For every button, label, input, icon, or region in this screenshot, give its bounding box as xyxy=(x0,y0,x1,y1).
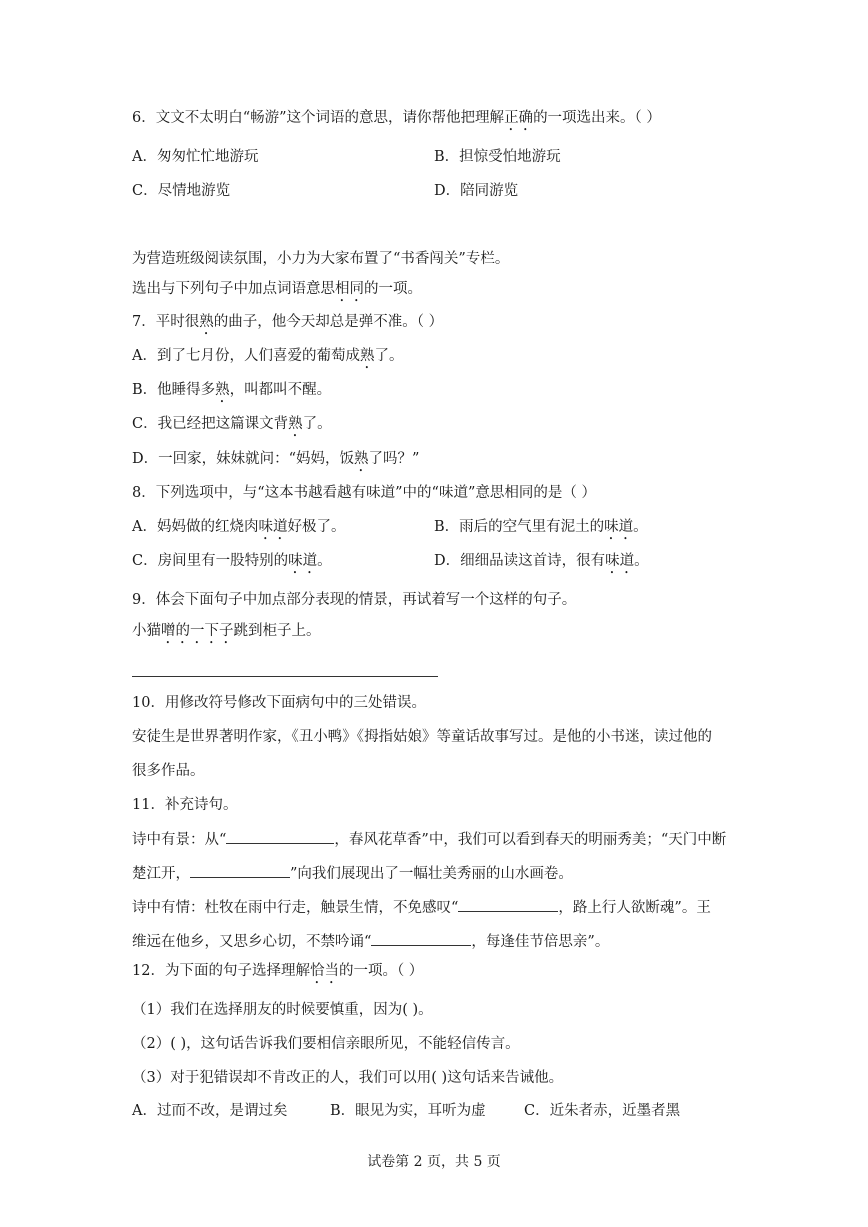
q6-option-a: A．匆匆忙忙地游玩 xyxy=(132,149,259,165)
q12-option-a: A．过而不改，是谓过矣 xyxy=(132,1103,288,1119)
q11-l3-a: 诗中有情：杜牧在雨中行走，触景生情，不免感叹“ xyxy=(132,900,459,916)
q8-option-a xyxy=(132,517,345,543)
q8-option-b xyxy=(434,517,648,543)
q11-blank-2[interactable] xyxy=(190,863,290,878)
q12-sentence-2: （2）( )，这句话告诉我们要相信亲眼所见，不能轻信传言。 xyxy=(132,1036,520,1052)
question-7-stem xyxy=(132,312,443,338)
q12-sentence-3: （3）对于犯错误却不肯改正的人，我们可以用( )这句话来告诫他。 xyxy=(132,1070,564,1086)
q7-option-a xyxy=(132,346,403,372)
q12-option-c: C．近朱者赤，近墨者黑 xyxy=(524,1103,681,1119)
q8-option-d xyxy=(434,551,649,577)
q7-a-text: A．到了七月份，人们喜爱的葡萄成 xyxy=(132,348,360,364)
q7-a-end: 了。 xyxy=(374,348,404,364)
q7-stem-b: 的曲子，他今天却总是弹不准。（ ） xyxy=(213,314,444,330)
q6-option-b: B．担惊受怕地游玩 xyxy=(434,149,561,165)
intro-text-b: 的一项。 xyxy=(364,281,422,297)
q11-line-4 xyxy=(132,931,609,952)
q11-blank-4[interactable] xyxy=(371,931,471,946)
q12-stem-a: 12．为下面的句子选择理解 xyxy=(132,963,310,979)
q7-c-text: C．我已经把这篇课文背 xyxy=(132,416,289,432)
q7-d-text: D．一回家，妹妹就问：“妈妈，饭 xyxy=(132,451,355,467)
q11-line-1 xyxy=(132,829,726,850)
intro-emphasis: 相同 xyxy=(335,281,364,297)
q10-sentence-line-1: 安徒生是世界著明作家，《丑小鸭》《拇指姑娘》等童话故事写过。是他的小书迷，读过他的 xyxy=(132,729,712,745)
q8-b-end: 。 xyxy=(633,519,648,535)
section-intro-line-1: 为营造班级阅读氛围，小力为大家布置了“书香闯关”专栏。 xyxy=(132,251,510,267)
q8-c-emphasis: 味道 xyxy=(288,553,318,569)
section-intro-line-2 xyxy=(132,279,422,305)
q8-b-emphasis: 味道 xyxy=(604,519,634,535)
q9-sentence-b: 跳到柜子上。 xyxy=(233,623,321,639)
q8-c-end: 。 xyxy=(317,553,332,569)
q12-emphasis: 恰当 xyxy=(309,963,339,979)
q11-line-2 xyxy=(132,863,573,884)
question-6-stem xyxy=(132,108,661,134)
page-footer: 试卷第 2 页，共 5 页 xyxy=(367,1154,501,1170)
question-9-stem: 9．体会下面句子中加点部分表现的情景，再试着写一个这样的句子。 xyxy=(132,592,577,608)
q11-l1-a: 诗中有景：从“ xyxy=(132,832,227,848)
q11-blank-3[interactable] xyxy=(458,897,558,912)
q7-option-b xyxy=(132,380,331,406)
q8-c-text: C．房间里有一股特别的 xyxy=(132,553,289,569)
q11-l2-a: 楚江开， xyxy=(132,866,190,882)
q8-d-end: 。 xyxy=(634,553,649,569)
q7-b-end: ，叫都叫不醒。 xyxy=(229,382,332,398)
q8-d-text: D．细细品读这首诗，很有 xyxy=(434,553,606,569)
q11-l2-b: ”向我们展现出了一幅壮美秀丽的山水画卷。 xyxy=(290,866,573,882)
intro-text-a: 选出与下列句子中加点词语意思 xyxy=(132,281,335,297)
q9-emphasis: 噌的一下子 xyxy=(161,623,234,639)
q7-b-text: B．他睡得多 xyxy=(132,382,216,398)
q11-blank-1[interactable] xyxy=(226,829,334,844)
q7-d-emphasis: 熟 xyxy=(354,451,369,467)
question-8-stem: 8．下列选项中，与“这本书越看越有味道”中的“味道”意思相同的是（ ） xyxy=(132,485,596,501)
q8-b-text: B．雨后的空气里有泥土的 xyxy=(434,519,605,535)
q9-sentence xyxy=(132,621,321,647)
q6-stem-end: 的一项选出来。（ ） xyxy=(533,110,661,126)
q6-emphasis: 正确 xyxy=(504,110,534,126)
q7-c-end: 了。 xyxy=(302,416,332,432)
q9-sentence-a: 小猫 xyxy=(132,623,161,639)
q11-l3-b: ，路上行人欲断魂”。王 xyxy=(558,900,711,916)
q12-stem-b: 的一项。（ ） xyxy=(338,963,424,979)
q8-option-c xyxy=(132,551,332,577)
q8-a-text: A．妈妈做的红烧肉 xyxy=(132,519,259,535)
q6-option-c: C．尽情地游览 xyxy=(132,183,231,199)
q11-line-3 xyxy=(132,897,711,918)
q8-a-end: 好极了。 xyxy=(287,519,346,535)
q9-answer-line[interactable] xyxy=(132,676,438,677)
question-10-stem: 10．用修改符号修改下面病句中的三处错误。 xyxy=(132,695,426,711)
q6-option-d: D．陪同游览 xyxy=(434,183,519,199)
q7-c-emphasis: 熟 xyxy=(288,416,303,432)
q12-option-b: B．眼见为实，耳听为虚 xyxy=(330,1103,486,1119)
q7-b-emphasis: 熟 xyxy=(215,382,230,398)
q7-option-c xyxy=(132,414,332,440)
q11-l4-b: ，每逢佳节倍思亲”。 xyxy=(471,934,610,950)
q8-a-emphasis: 味道 xyxy=(258,519,288,535)
q7-option-d xyxy=(132,449,419,475)
q7-a-emphasis: 熟 xyxy=(359,348,375,364)
q12-sentence-1: （1）我们在选择朋友的时候要慎重，因为( )。 xyxy=(132,1002,433,1018)
q10-sentence-line-2: 很多作品。 xyxy=(132,763,205,779)
q6-stem-text: 6．文文不太明白“畅游”这个词语的意思，请你帮他把理解 xyxy=(132,110,505,126)
q7-stem-a: 7．平时很 xyxy=(132,314,200,330)
question-12-stem xyxy=(132,961,423,987)
question-11-stem: 11．补充诗句。 xyxy=(132,797,238,813)
q11-l4-a: 维远在他乡，又思乡心切，不禁吟诵“ xyxy=(132,934,372,950)
q7-emphasis: 熟 xyxy=(199,314,214,330)
q7-d-end: 了吗？” xyxy=(368,451,420,467)
q11-l1-b: ，春风花草香”中，我们可以看到春天的明丽秀美；“天门中断 xyxy=(334,832,727,848)
q8-d-emphasis: 味道 xyxy=(605,553,635,569)
